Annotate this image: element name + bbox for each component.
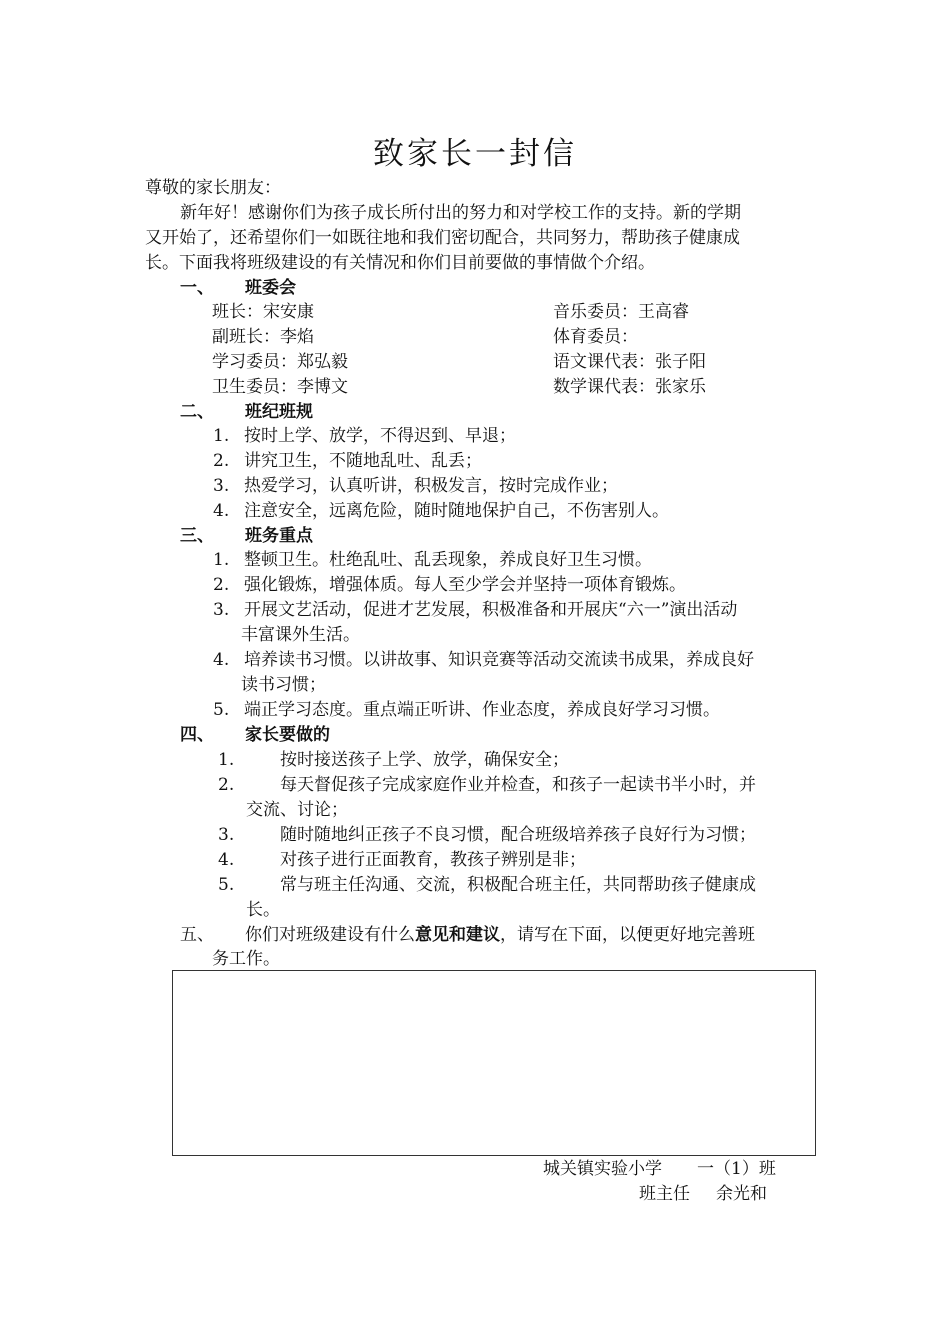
section-5-emphasis: 意见和建议 — [415, 925, 500, 945]
parent-item-3-text: 随时随地纠正孩子不良习惯，配合班级培养孩子良好行为习惯； — [280, 825, 756, 845]
section-1-heading: 班委会 — [245, 278, 296, 298]
focus-item-3-text: 开展文艺活动，促进才艺发展，积极准备和开展庆“六一”演出活动 — [244, 600, 738, 620]
focus-item-5-number: 5. — [213, 700, 230, 720]
focus-item-5-text: 端正学习态度。重点端正听讲、作业态度，养成良好学习习惯。 — [244, 700, 720, 720]
parent-item-4-text: 对孩子进行正面教育，教孩子辨别是非； — [280, 850, 586, 870]
section-2-heading: 班纪班规 — [245, 402, 313, 422]
committee-right-1: 音乐委员：王高睿 — [553, 302, 689, 322]
parent-item-1-text: 按时接送孩子上学、放学，确保安全； — [280, 750, 569, 770]
section-5-post: ，请写在下面，以便更好地完善班 — [500, 925, 755, 945]
section-4-number: 四、 — [180, 725, 214, 745]
focus-item-3-number: 3. — [213, 600, 230, 620]
parent-item-2-continuation: 交流、讨论； — [246, 800, 348, 820]
signature-role: 班主任 — [639, 1184, 690, 1204]
focus-item-1-text: 整顿卫生。杜绝乱吐、乱丢现象，养成良好卫生习惯。 — [244, 550, 652, 570]
committee-left-1: 班长：宋安康 — [212, 302, 314, 322]
intro-line-2: 又开始了，还希望你们一如既往地和我们密切配合，共同努力，帮助孩子健康成 — [145, 228, 740, 248]
rule-item-2-number: 2. — [213, 451, 230, 471]
feedback-box[interactable] — [172, 970, 816, 1156]
rule-item-1-text: 按时上学、放学，不得迟到、早退； — [244, 426, 516, 446]
focus-item-4-number: 4. — [213, 650, 230, 670]
focus-item-4-continuation: 读书习惯； — [241, 675, 326, 695]
focus-item-1-number: 1. — [213, 550, 230, 570]
signature-name: 余光和 — [716, 1184, 767, 1204]
rule-item-3-text: 热爱学习，认真听讲，积极发言，按时完成作业； — [244, 476, 618, 496]
rule-item-4-text: 注意安全，远离危险，随时随地保护自己，不伤害别人。 — [244, 501, 669, 521]
parent-item-4-number: 4. — [218, 850, 235, 870]
letter-title: 致家长一封信 — [373, 136, 577, 172]
greeting: 尊敬的家长朋友： — [145, 178, 281, 198]
parent-item-2-number: 2. — [218, 775, 235, 795]
section-4-heading: 家长要做的 — [245, 725, 330, 745]
parent-item-5-text: 常与班主任沟通、交流，积极配合班主任，共同帮助孩子健康成 — [280, 875, 756, 895]
committee-left-2: 副班长：李焰 — [212, 327, 314, 347]
intro-line-1: 新年好！感谢你们为孩子成长所付出的努力和对学校工作的支持。新的学期 — [180, 203, 741, 223]
section-3-number: 三、 — [180, 526, 214, 546]
committee-left-4: 卫生委员：李博文 — [212, 377, 348, 397]
section-5-pre: 你们对班级建设有什么 — [245, 925, 415, 945]
intro-line-3: 长。下面我将班级建设的有关情况和你们目前要做的事情做个介绍。 — [145, 253, 655, 273]
rule-item-2-text: 讲究卫生，不随地乱吐、乱丢； — [244, 451, 482, 471]
section-1-number: 一、 — [180, 278, 214, 298]
section-2-number: 二、 — [180, 402, 214, 422]
parent-item-5-number: 5. — [218, 875, 235, 895]
rule-item-1-number: 1. — [213, 426, 230, 446]
committee-right-2: 体育委员： — [553, 327, 638, 347]
rule-item-4-number: 4. — [213, 501, 230, 521]
focus-item-2-text: 强化锻炼，增强体质。每人至少学会并坚持一项体育锻炼。 — [244, 575, 686, 595]
rule-item-3-number: 3. — [213, 476, 230, 496]
signature-class: 一（1）班 — [697, 1159, 776, 1179]
focus-item-3-continuation: 丰富课外生活。 — [241, 625, 360, 645]
section-5-number: 五、 — [180, 925, 214, 945]
signature-school: 城关镇实验小学 — [543, 1159, 662, 1179]
parent-item-3-number: 3. — [218, 825, 235, 845]
section-3-heading: 班务重点 — [245, 526, 313, 546]
parent-item-5-continuation: 长。 — [246, 900, 280, 920]
focus-item-4-text: 培养读书习惯。以讲故事、知识竞赛等活动交流读书成果，养成良好 — [244, 650, 754, 670]
parent-item-2-text: 每天督促孩子完成家庭作业并检查，和孩子一起读书半小时，并 — [280, 775, 756, 795]
committee-right-4: 数学课代表：张家乐 — [553, 377, 706, 397]
focus-item-2-number: 2. — [213, 575, 230, 595]
section-5-text — [245, 923, 755, 948]
committee-left-3: 学习委员：郑弘毅 — [212, 352, 348, 372]
committee-right-3: 语文课代表：张子阳 — [553, 352, 706, 372]
section-5-continuation: 务工作。 — [212, 949, 280, 969]
parent-item-1-number: 1. — [218, 750, 235, 770]
